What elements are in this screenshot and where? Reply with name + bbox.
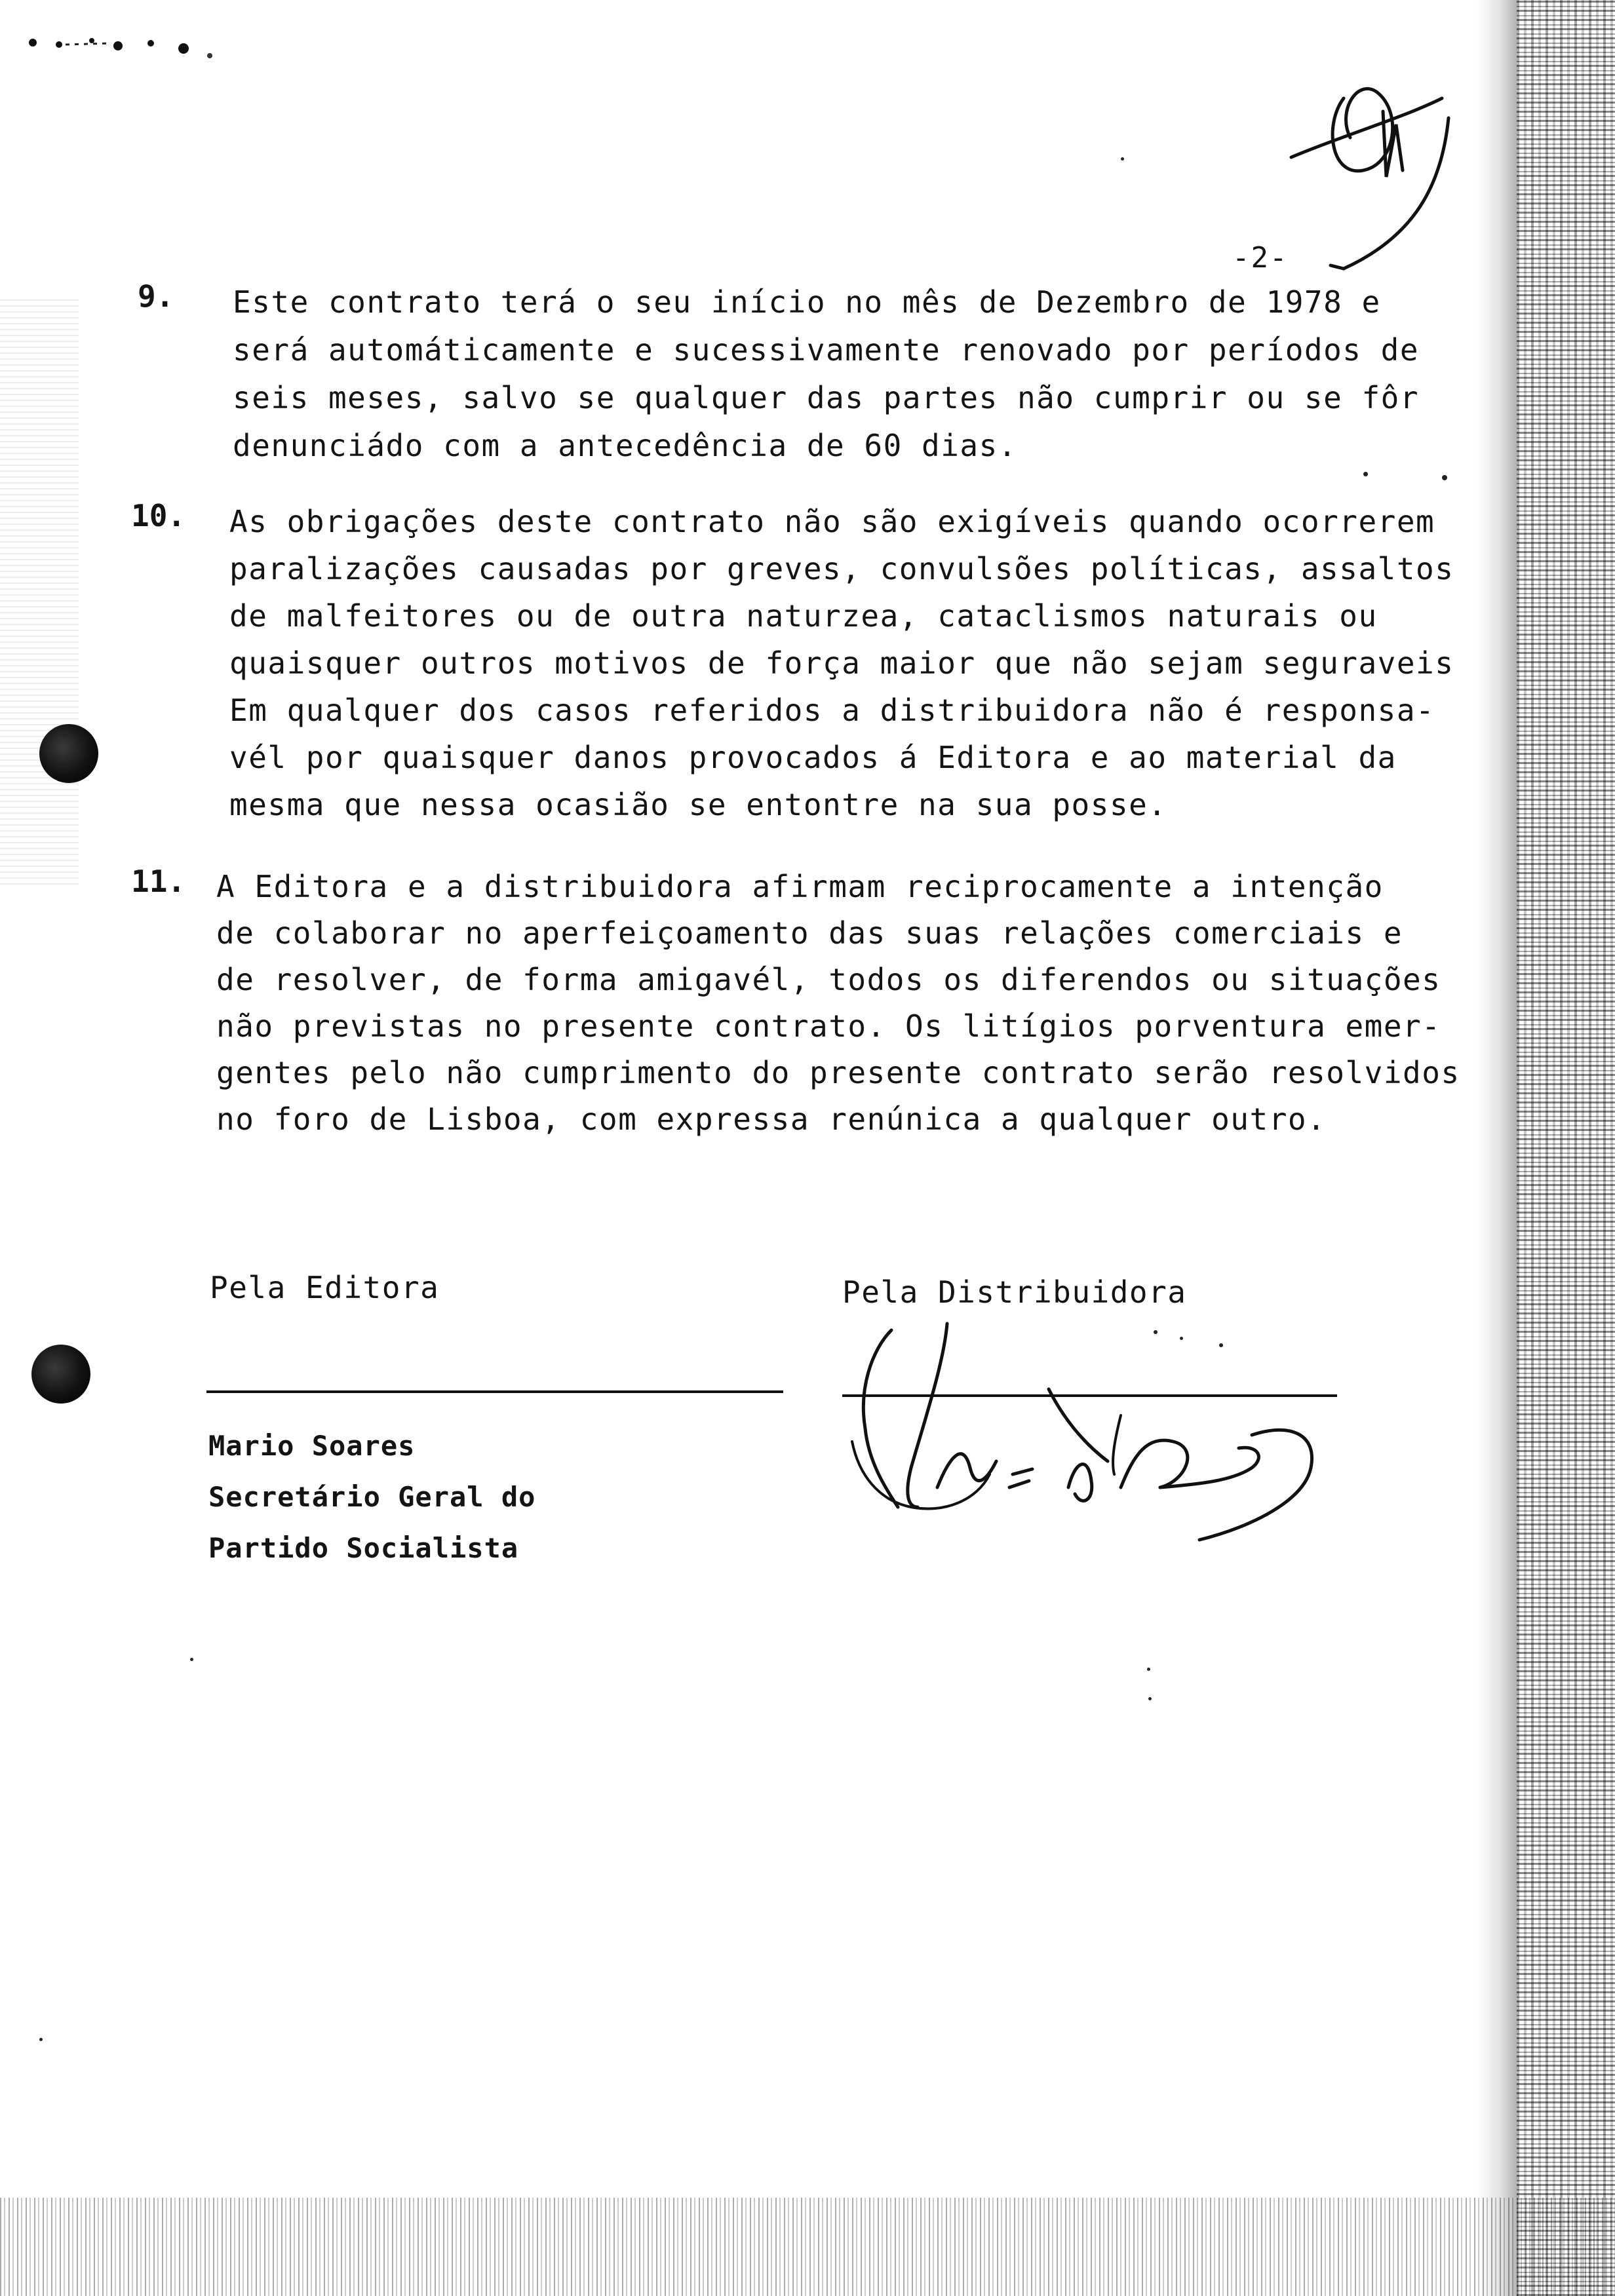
clause-number: 10.	[131, 498, 186, 533]
punch-hole-upper	[39, 724, 98, 783]
scan-bottom-noise	[0, 2198, 1615, 2296]
signer-role: Secretário Geral do	[208, 1481, 536, 1513]
top-scan-marks	[20, 26, 236, 66]
editora-signature-line	[206, 1390, 783, 1393]
clause-number: 9.	[138, 278, 174, 314]
scan-speck	[1154, 1330, 1158, 1334]
scan-speck	[1219, 1343, 1223, 1347]
scan-speck	[1148, 1697, 1152, 1700]
scan-speck	[1180, 1337, 1183, 1340]
scan-speck	[1363, 472, 1368, 476]
clause-text: As obrigações deste contrato não são exigíveis quando ocorrerem paralizações causadas por greves, convulsões políticas, assaltos de malfeitores ou de outra naturzea, cataclismos naturais ou quaisquer outros motivos de força maior que não sejam seguraveis Em qualquer dos casos referidos a distribuidora não é responsa- vél por quaisquer danos provocados á Editora e ao material da mesma que nessa ocasião se entontre na sua posse.	[229, 504, 1454, 822]
handwritten-signature	[832, 1311, 1370, 1546]
punch-hole-lower	[31, 1345, 90, 1404]
scan-speck	[39, 2038, 43, 2041]
handwritten-initials	[1265, 72, 1475, 282]
signer-party: Partido Socialista	[208, 1532, 519, 1564]
distribuidora-signature-label: Pela Distribuidora	[842, 1274, 1187, 1310]
clause-text: Este contrato terá o seu início no mês de Dezembro de 1978 e será automáticamente e sucessivamente renovado por períodos de seis meses, salvo se qualquer das partes não cumprir ou se fôr denunciádo com a antecedência de 60 dias.	[233, 284, 1420, 463]
scan-speck	[1442, 475, 1447, 480]
editora-signature-label: Pela Editora	[210, 1270, 440, 1305]
scan-speck	[190, 1658, 193, 1661]
clause-text: A Editora e a distribuidora afirmam reciprocamente a intenção de colaborar no aperfeiçoamento das suas relações comerciais e de resolver, de forma amigavél, todos os diferendos ou situações não previstas no presente contrato. Os litígios porventura emer- gentes pelo não cumprimento do presente contrato serão resolvidos no foro de Lisboa, com expressa renúnica a qualquer outro.	[216, 869, 1460, 1137]
clause-number: 11.	[131, 864, 186, 899]
scan-left-noise	[0, 295, 79, 885]
page-number: -2-	[1232, 241, 1289, 275]
scan-speck	[1121, 157, 1124, 161]
scan-edge-noise	[1517, 0, 1615, 2296]
scan-speck	[1147, 1668, 1150, 1671]
signer-name: Mario Soares	[208, 1430, 416, 1462]
